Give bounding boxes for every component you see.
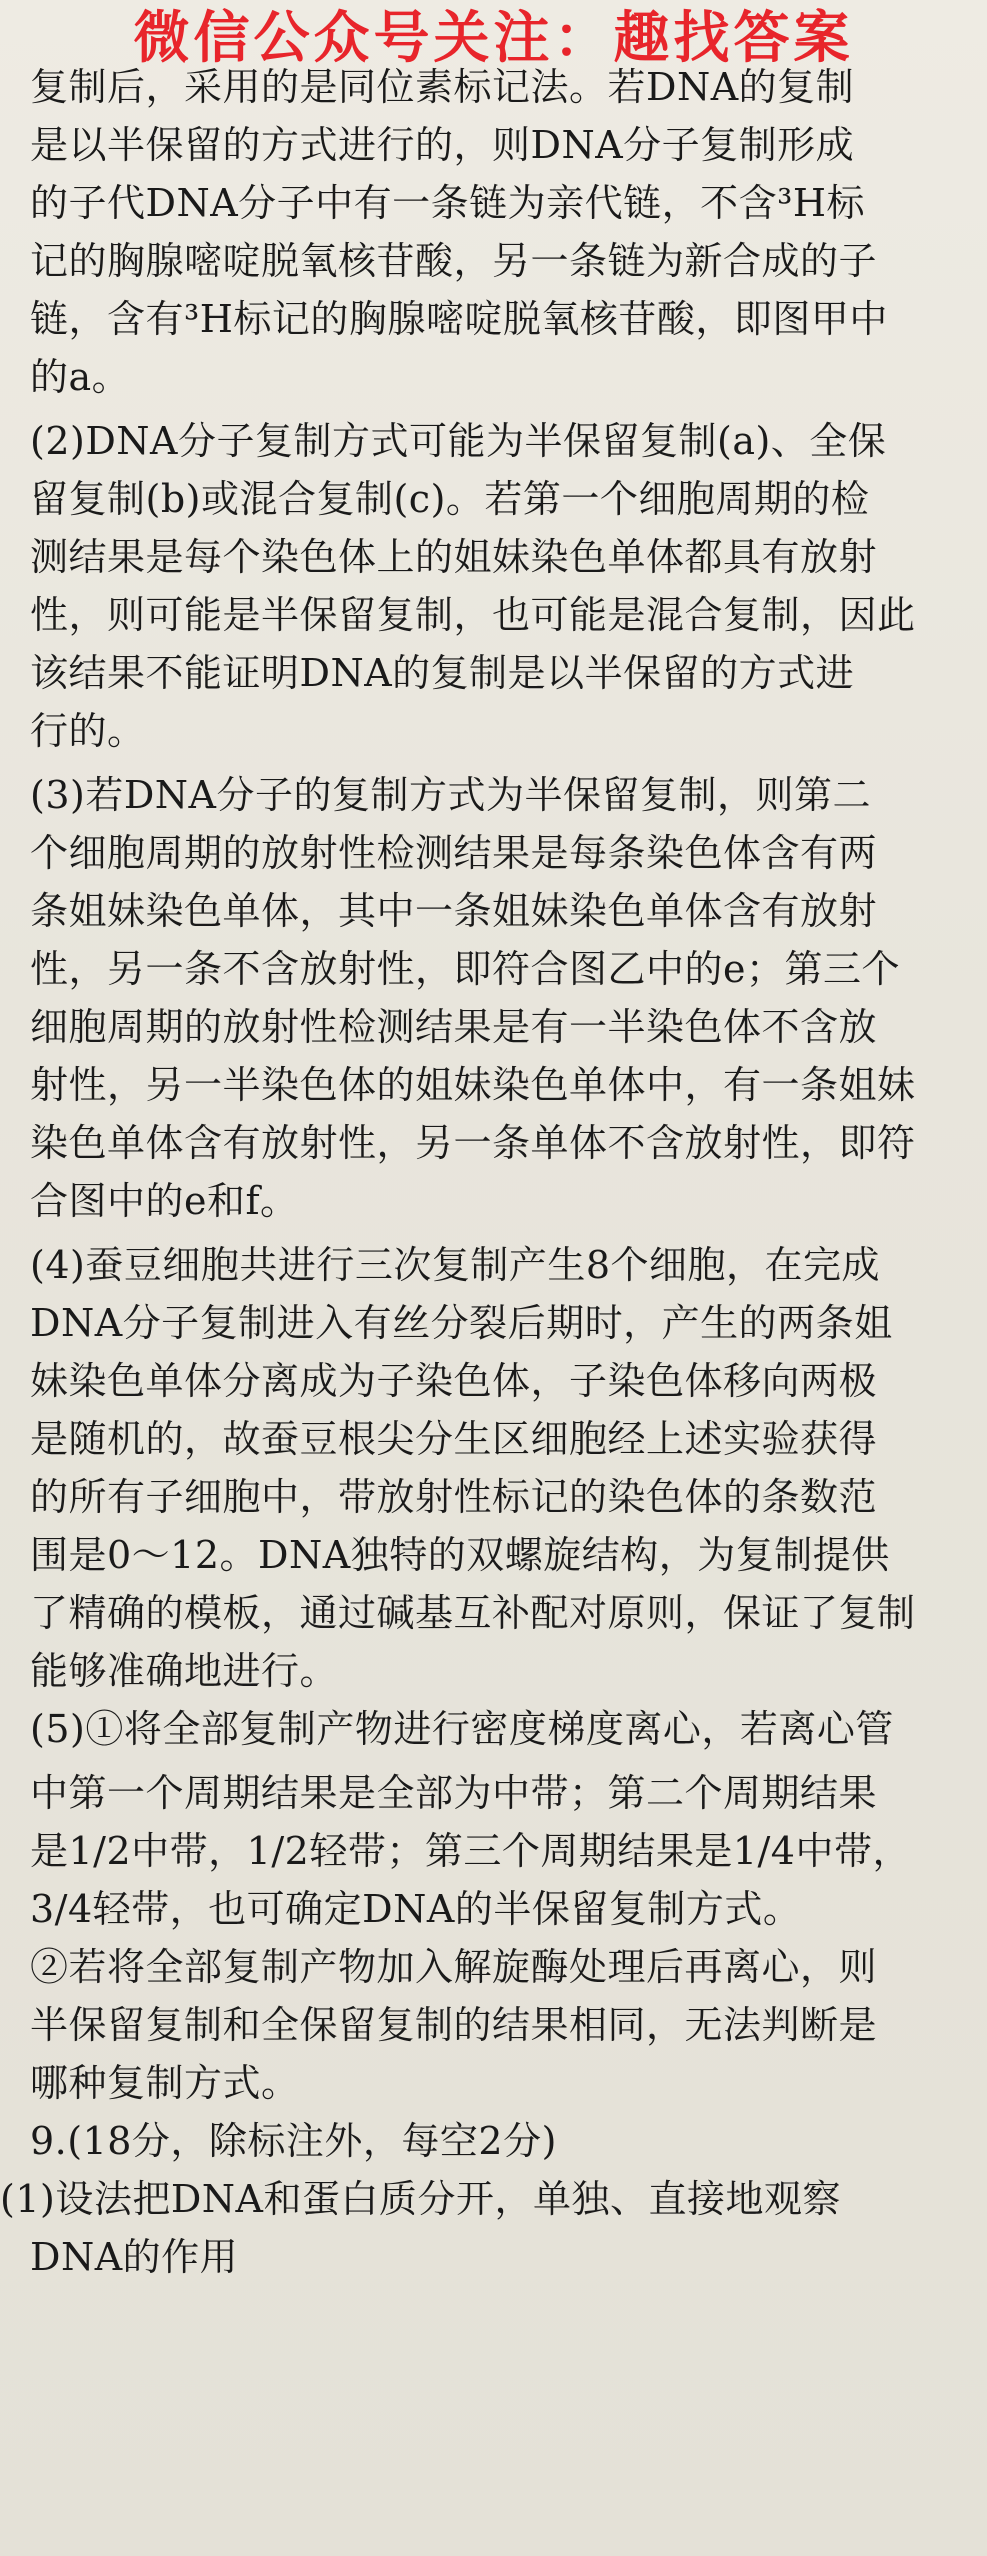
text-line: ②若将全部复制产物加入解旋酶处理后再离心，则 [30, 1945, 878, 1989]
text-line: 的a。 [30, 355, 131, 399]
text-line: 行的。 [30, 709, 146, 753]
text-line: 半保留复制和全保留复制的结果相同，无法判断是 [30, 2003, 878, 2047]
text-line: 条姐妹染色单体，其中一条姐妹染色单体含有放射 [30, 889, 878, 933]
text-line: 围是0～12。DNA独特的双螺旋结构，为复制提供 [30, 1533, 890, 1577]
text-line: 性，则可能是半保留复制，也可能是混合复制，因此 [30, 593, 916, 637]
text-line: 3/4轻带，也可确定DNA的半保留复制方式。 [30, 1887, 802, 1931]
text-line: 个细胞周期的放射性检测结果是每条染色体含有两 [30, 831, 878, 875]
text-line: (2)DNA分子复制方式可能为半保留复制(a)、全保 [30, 419, 887, 463]
text-line: 9.(18分，除标注外，每空2分) [30, 2119, 557, 2163]
text-line: 是随机的，故蚕豆根尖分生区细胞经上述实验获得 [30, 1417, 878, 1461]
text-line: 中第一个周期结果是全部为中带；第二个周期结果 [30, 1771, 878, 1815]
text-line: 的所有子细胞中，带放射性标记的染色体的条数范 [30, 1475, 878, 1519]
text-line: DNA的作用 [30, 2235, 239, 2279]
text-line: 是以半保留的方式进行的，则DNA分子复制形成 [30, 123, 855, 167]
text-line: 的子代DNA分子中有一条链为亲代链，不含³H标 [30, 181, 866, 225]
text-line: 是1/2中带，1/2轻带；第三个周期结果是1/4中带， [30, 1829, 911, 1873]
text-line: (3)若DNA分子的复制方式为半保留复制，则第二 [30, 773, 871, 817]
text-line: 妹染色单体分离成为子染色体，子染色体移向两极 [30, 1359, 878, 1403]
text-line: 射性，另一半染色体的姐妹染色单体中，有一条姐妹 [30, 1063, 916, 1107]
text-line: 性，另一条不含放射性，即符合图乙中的e；第三个 [30, 947, 900, 991]
text-line: 合图中的e和f。 [30, 1179, 299, 1223]
text-line: 染色单体含有放射性，另一条单体不含放射性，即符 [30, 1121, 916, 1165]
text-line: 细胞周期的放射性检测结果是有一半染色体不含放 [30, 1005, 878, 1049]
text-line: 了精确的模板，通过碱基互补配对原则，保证了复制 [30, 1591, 916, 1635]
text-line: 复制后，采用的是同位素标记法。若DNA的复制 [30, 65, 855, 109]
text-line: 能够准确地进行。 [30, 1649, 339, 1693]
text-line: 链，含有³H标记的胸腺嘧啶脱氧核苷酸，即图甲中 [30, 297, 888, 341]
text-line: 记的胸腺嘧啶脱氧核苷酸，另一条链为新合成的子 [30, 239, 878, 283]
text-line: 留复制(b)或混合复制(c)。若第一个细胞周期的检 [30, 477, 870, 521]
question-header: (1)设法把DNA和蛋白质分开，单独、直接地观察 [0, 2177, 841, 2221]
text-line: (4)蚕豆细胞共进行三次复制产生8个细胞，在完成 [30, 1243, 881, 1287]
text-line: 哪种复制方式。 [30, 2061, 300, 2105]
text-line [30, 2286, 960, 2344]
text-line: 该结果不能证明DNA的复制是以半保留的方式进 [30, 651, 855, 695]
answer-text [0, 58, 960, 2344]
text-line: DNA分子复制进入有丝分裂后期时，产生的两条姐 [30, 1301, 893, 1345]
text-line: (5)①将全部复制产物进行密度梯度离心，若离心管 [30, 1707, 894, 1751]
text-line: 测结果是每个染色体上的姐妹染色单体都具有放射 [30, 535, 878, 579]
watermark-banner: 微信公众号关注：趣找答案 [133, 6, 854, 71]
